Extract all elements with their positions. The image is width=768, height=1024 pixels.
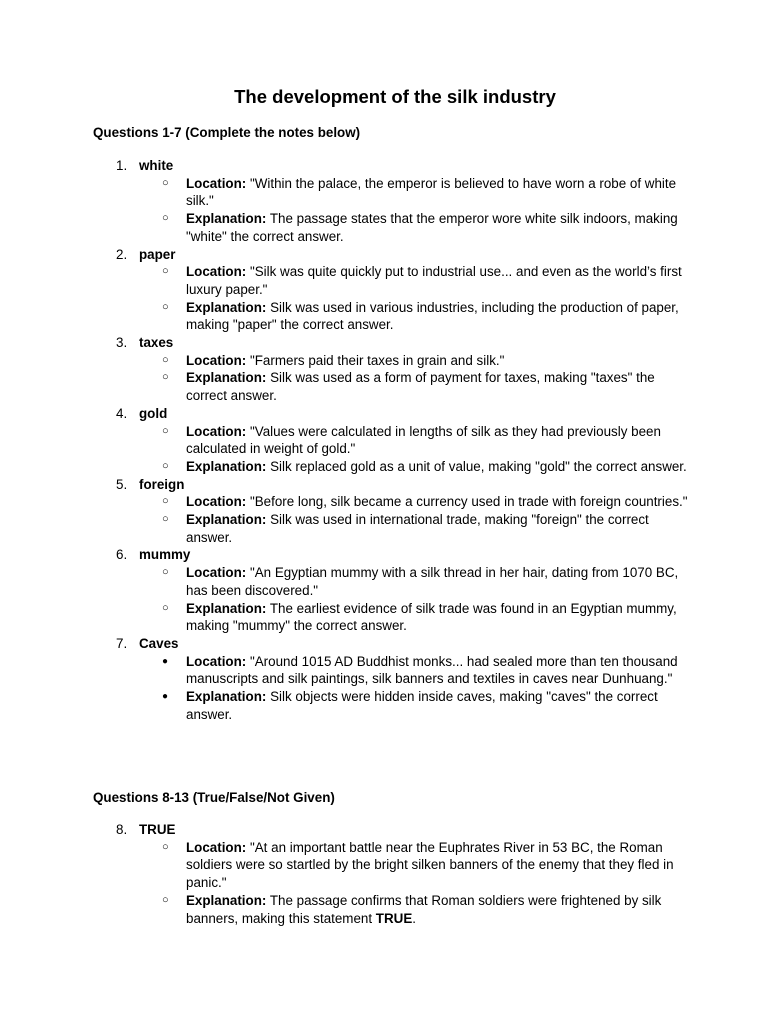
item-answer: foreign <box>139 476 185 492</box>
hollow-bullet-icon <box>162 511 176 529</box>
item-answer: gold <box>139 405 168 421</box>
item-number: 6. <box>116 547 128 563</box>
location-note <box>0 423 768 458</box>
explanation-note <box>0 688 768 723</box>
hollow-bullet-icon <box>162 564 176 582</box>
explanation-label: Explanation: <box>186 600 267 616</box>
answer-item <box>0 476 768 547</box>
item-answer: paper <box>139 246 176 262</box>
explanation-label: Explanation: <box>186 370 267 386</box>
explanation-label: Explanation: <box>186 211 267 227</box>
explanation-label: Explanation: <box>186 458 267 474</box>
solid-bullet-icon <box>162 688 176 706</box>
answer-item <box>0 635 768 724</box>
location-note <box>0 564 768 599</box>
explanation-label: Explanation: <box>186 299 267 315</box>
location-label: Location: <box>186 352 247 368</box>
location-text: "Farmers paid their taxes in grain and silk." <box>250 352 505 368</box>
explanation-note <box>0 458 768 476</box>
item-number: 3. <box>116 335 128 351</box>
item-number: 2. <box>116 246 128 262</box>
location-note <box>0 839 768 892</box>
location-label: Location: <box>186 839 247 855</box>
item-number: 1. <box>116 158 128 173</box>
explanation-text: Silk was used in various industries, including the production of paper, making "paper" the correct answer. <box>186 299 679 333</box>
explanation-text: The passage confirms that Roman soldiers were frightened by silk banners, making this statement <box>186 892 662 926</box>
hollow-bullet-icon <box>162 263 176 281</box>
answer-item <box>0 405 768 476</box>
answer-item <box>0 821 768 927</box>
section-heading-2: Questions 8-13 (True/False/Not Given) <box>93 790 335 805</box>
location-text: "An Egyptian mummy with a silk thread in her hair, dating from 1070 BC, has been discovered." <box>186 565 679 598</box>
explanation-note <box>0 210 768 245</box>
hollow-bullet-icon <box>162 892 176 910</box>
section-heading-1: Questions 1-7 (Complete the notes below) <box>93 125 361 140</box>
item-number: 4. <box>116 405 128 421</box>
location-text: "Around 1015 AD Buddhist monks... had sealed more than ten thousand manuscripts and silk paintings, silk banners and textiles in caves near Dunhuang." <box>186 653 678 687</box>
explanation-verdict: TRUE <box>375 910 413 926</box>
answer-item <box>0 157 768 246</box>
explanation-note <box>0 511 768 546</box>
explanation-label: Explanation: <box>186 689 267 705</box>
explanation-text: Silk was used in international trade, making "foreign" the correct answer. <box>186 512 649 545</box>
location-label: Location: <box>186 494 247 510</box>
location-text: "Values were calculated in lengths of silk as they had previously been calculated in weight of gold." <box>186 423 661 457</box>
explanation-text: The passage states that the emperor wore white silk indoors, making "white" the correct answer. <box>186 211 678 244</box>
location-text: "At an important battle near the Euphrates River in 53 BC, the Roman soldiers were so startled by the bright silken banners of the enemy that they fled in panic." <box>186 839 674 891</box>
item-answer: white <box>139 158 174 173</box>
explanation-label: Explanation: <box>186 892 267 908</box>
answer-item <box>0 334 768 405</box>
location-text: "Before long, silk became a currency used in trade with foreign countries." <box>250 494 688 510</box>
location-label: Location: <box>186 653 247 669</box>
hollow-bullet-icon <box>162 175 176 193</box>
hollow-bullet-icon <box>162 493 176 511</box>
location-note <box>0 263 768 298</box>
item-answer: Caves <box>139 635 179 651</box>
location-note <box>0 653 768 688</box>
solid-bullet-icon <box>162 653 176 671</box>
location-text: "Silk was quite quickly put to industrial use... and even as the world’s first luxury paper." <box>186 264 682 297</box>
answer-list-1 <box>0 157 768 724</box>
answer-item <box>0 246 768 335</box>
explanation-note <box>0 369 768 404</box>
answer-list-2 <box>0 821 768 927</box>
explanation-note <box>0 600 768 635</box>
explanation-label: Explanation: <box>186 512 267 528</box>
hollow-bullet-icon <box>162 210 176 228</box>
location-label: Location: <box>186 175 247 191</box>
answer-item <box>0 546 768 635</box>
location-label: Location: <box>186 423 247 439</box>
hollow-bullet-icon <box>162 458 176 476</box>
item-number: 7. <box>116 635 128 651</box>
explanation-note <box>0 892 768 927</box>
explanation-text: Silk was used as a form of payment for taxes, making "taxes" the correct answer. <box>186 370 655 404</box>
explanation-text: Silk objects were hidden inside caves, making "caves" the correct answer. <box>186 689 658 722</box>
explanation-note <box>0 299 768 334</box>
item-answer: TRUE <box>139 822 176 837</box>
location-text: "Within the palace, the emperor is believed to have worn a robe of white silk." <box>186 175 677 209</box>
location-label: Location: <box>186 264 247 280</box>
hollow-bullet-icon <box>162 299 176 317</box>
hollow-bullet-icon <box>162 600 176 618</box>
location-label: Location: <box>186 565 247 581</box>
item-number: 8. <box>116 822 128 837</box>
item-answer: taxes <box>139 335 174 351</box>
location-note <box>0 175 768 210</box>
hollow-bullet-icon <box>162 839 176 857</box>
item-number: 5. <box>116 476 128 492</box>
location-note <box>0 352 768 370</box>
page-title: The development of the silk industry <box>234 86 556 107</box>
hollow-bullet-icon <box>162 352 176 370</box>
hollow-bullet-icon <box>162 423 176 441</box>
explanation-text: The earliest evidence of silk trade was found in an Egyptian mummy, making "mummy" the correct answer. <box>186 600 677 634</box>
explanation-text: Silk replaced gold as a unit of value, making "gold" the correct answer. <box>270 458 687 474</box>
hollow-bullet-icon <box>162 369 176 387</box>
explanation-end: . <box>412 910 416 926</box>
item-answer: mummy <box>139 547 191 563</box>
location-note <box>0 493 768 511</box>
